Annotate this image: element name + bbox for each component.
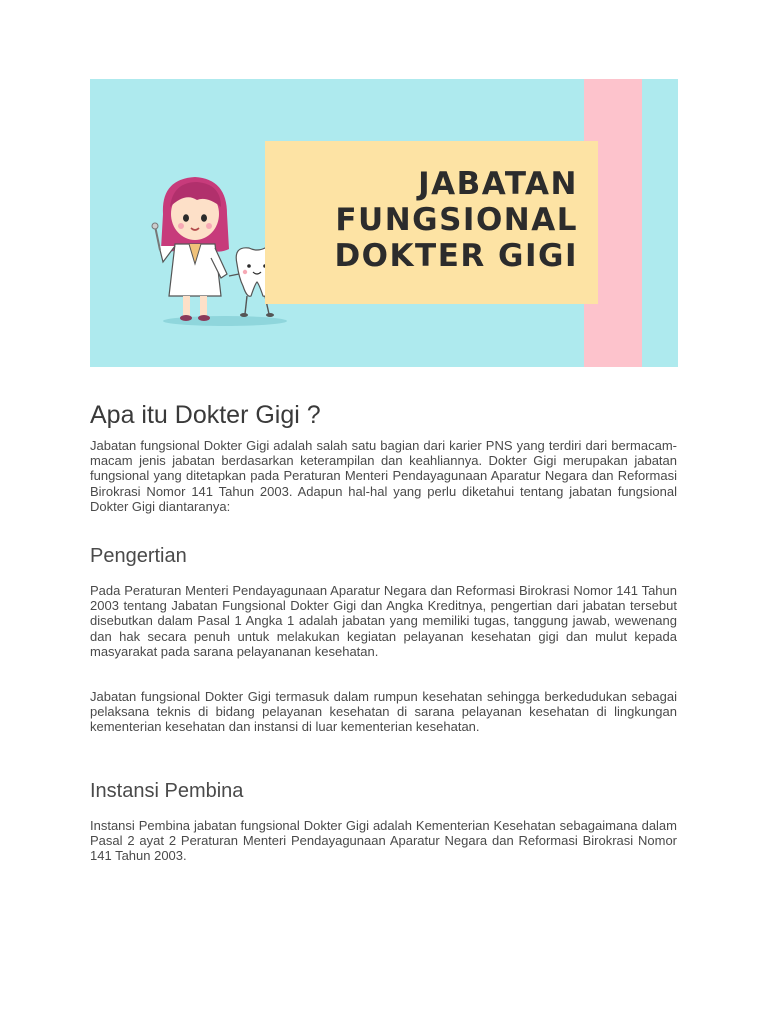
section-heading-instansi-pembina: Instansi Pembina (90, 780, 244, 802)
pengertian-paragraph-2: Jabatan fungsional Dokter Gigi termasuk dalam rumpun kesehatan sehingga berkedudukan sebagai pelaksana teknis di bidang pelayanan kesehatan di sarana pelayanan kesehatan di lingkungan kementerian kesehatan dan instansi di luar kementerian kesehatan. (90, 689, 677, 735)
page-title: Apa itu Dokter Gigi ? (90, 401, 321, 429)
banner-title-line: DOKTER GIGI (334, 238, 578, 274)
section-heading-pengertian: Pengertian (90, 545, 187, 567)
banner-title-box (265, 141, 598, 304)
banner-title-line: JABATAN (418, 166, 578, 202)
banner-title-line: FUNGSIONAL (335, 202, 578, 238)
pengertian-paragraph-1: Pada Peraturan Menteri Pendayagunaan Aparatur Negara dan Reformasi Birokrasi Nomor 141 Tahun 2003 tentang Jabatan Fungsional Dokter Gigi dan Angka Kreditnya, pengertian dari jabatan tersebut disebutkan dalam Pasal 1 Angka 1 adalah jabatan yang memiliki tugas, tanggung jawab, wewenang dan hak secara penuh untuk melakukan kegiatan pelayanan kesehatan gigi dan mulut kepada masyarakat pada sarana pelayananan kesehatan. (90, 583, 677, 659)
intro-paragraph: Jabatan fungsional Dokter Gigi adalah salah satu bagian dari karier PNS yang terdiri dari bermacam-macam jenis jabatan berdasarkan keterampilan dan keahliannya. Dokter Gigi merupakan jabatan fungsional yang ditetapkan pada Peraturan Menteri Pendayagunaan Aparatur Negara dan Reformasi Birokrasi Nomor 141 Tahun 2003. Adapun hal-hal yang perlu diketahui tentang jabatan fungsional Dokter Gigi diantaranya: (90, 438, 677, 514)
hero-banner (90, 79, 678, 367)
instansi-paragraph: Instansi Pembina jabatan fungsional Dokter Gigi adalah Kementerian Kesehatan sebagaimana dalam Pasal 2 ayat 2 Peraturan Menteri Pendayagunaan Aparatur Negara dan Reformasi Birokrasi Nomor 141 Tahun 2003. (90, 818, 677, 864)
